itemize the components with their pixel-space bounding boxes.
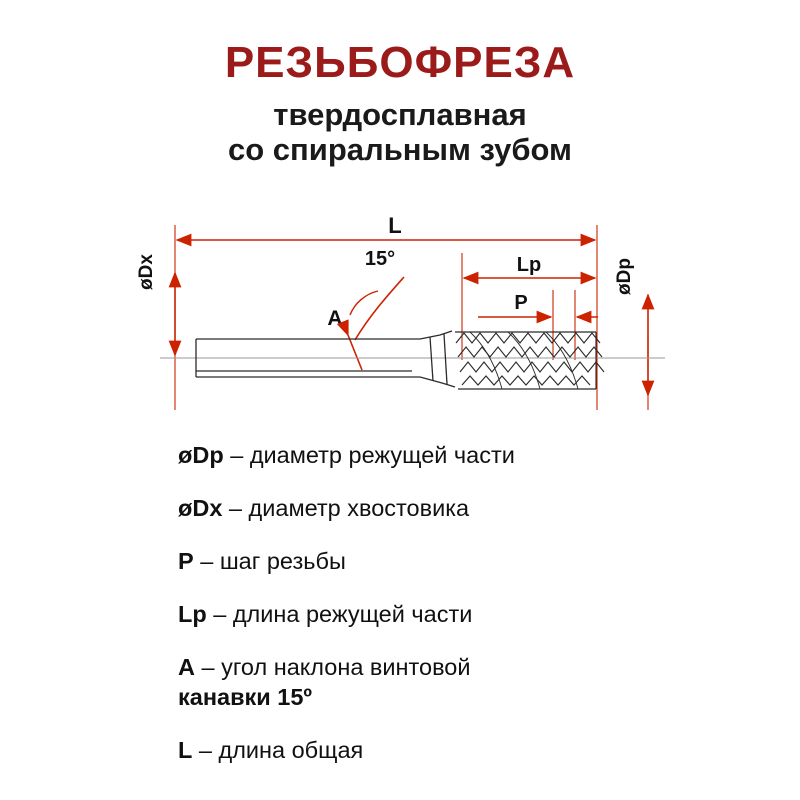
legend-text-p: – шаг резьбы [193,548,346,575]
legend-list [178,440,778,789]
dimension-label-L: L [388,213,402,238]
legend-text-dp: – диаметр режущей части [223,442,515,468]
legend-item-p [178,546,778,576]
title-block [0,40,800,168]
legend-text-dx: – диаметр хвостовика [222,495,470,522]
technical-drawing [0,195,800,440]
legend-symbol-a: A [178,654,195,681]
legend-text-a-continued: канавки 15º [178,684,313,711]
subtitle-line-1: твердосплавная [273,97,527,133]
subtitle-line-2: со спиральным зубом [228,132,572,168]
legend-symbol-lp: Lp [178,601,207,628]
angle-symbol-label: A [327,307,343,330]
legend-symbol-dp: øDp [178,442,224,468]
legend-item-a [178,652,778,712]
dimension-label-Dp: øDp [614,258,635,295]
legend-text-l: – длина общая [192,737,364,764]
legend-symbol-l: L [178,737,193,764]
angle-value-label: 15° [364,248,396,270]
legend-symbol-dx: øDx [178,495,223,522]
legend-item-l [178,735,778,765]
dimension-label-Lp: Lp [516,254,542,276]
legend-text-a: – угол наклона винтовой [194,654,471,681]
legend-item-dp [178,440,778,470]
dimension-label-Dx: øDx [136,254,157,290]
page-title: РЕЗЬБОФРЕЗА [224,38,576,87]
dimension-label-P: P [514,292,528,314]
legend-symbol-p: P [178,548,194,575]
legend-item-dx [178,493,778,523]
legend-text-lp: – длина режущей части [206,601,473,628]
legend-item-lp [178,599,778,629]
